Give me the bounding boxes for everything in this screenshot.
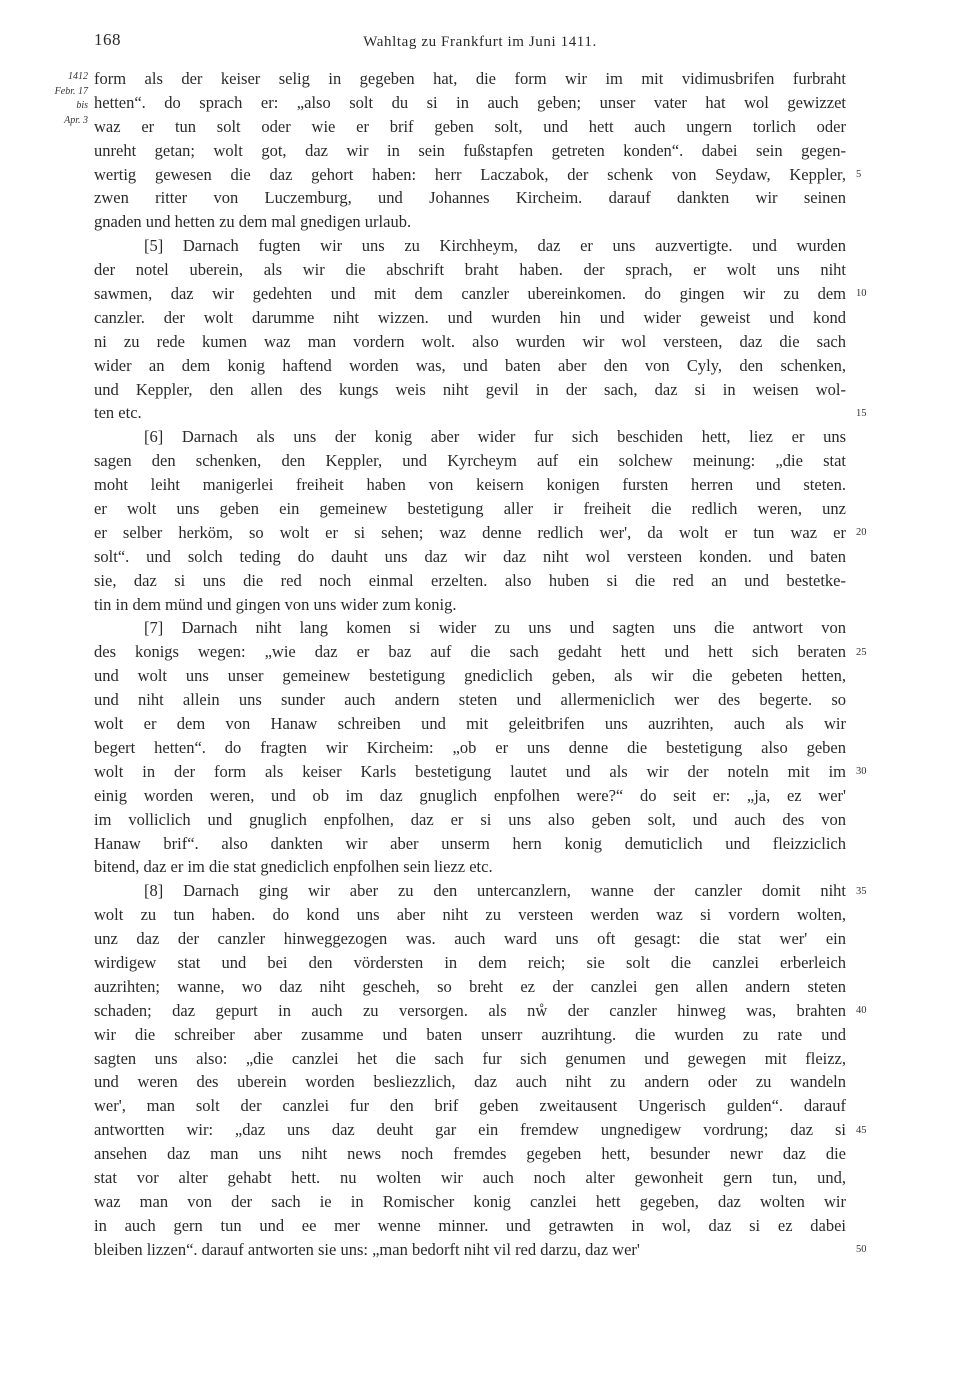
text-line: einig worden weren, und ob im daz gnuglich enpfolhen were?“ do seit er: „ja, ez wer': [94, 785, 846, 805]
line-number: 25: [856, 646, 867, 658]
text-line: tin in dem münd und gingen von uns wider zum konig.: [94, 594, 457, 614]
text-line: des konigs wegen: „wie daz er baz auf die sach gedaht hett und hett sich beraten: [94, 642, 846, 662]
text-line: [8] Darnach ging wir aber zu den untercanzlern, wanne der canzler domit niht: [144, 881, 846, 901]
line-number: 5: [856, 168, 862, 180]
text-line: er wolt uns geben ein gemeinew bestetigung aller ir freiheit die redlich weren, unz: [94, 499, 846, 519]
text-line: wolt in der form als keiser Karls bestetigung lautet und als wir der noteln mit im: [94, 761, 846, 781]
text-line: zwen ritter von Luczemburg, und Johannes Kircheim. darauf dankten wir seinen: [94, 188, 846, 208]
text-line: ten etc.: [94, 403, 142, 423]
line-number: 30: [856, 766, 867, 778]
text-line: begert hetten“. do fragten wir Kircheim: „ob er uns denne die bestetigung also geben: [94, 737, 846, 757]
text-line: gnaden und hetten zu dem mal gnedigen urlaub.: [94, 212, 412, 232]
text-line: form als der keiser selig in gegeben hat, die form wir im mit vidimusbrifen furbraht: [94, 69, 846, 88]
text-line: er selber herköm, so wolt er si sehen; waz denne redlich wer', da wolt er tun waz er: [94, 522, 846, 542]
text-line: in auch gern tun und ee mer wenne minner. und getrawten in wol, daz si ez dabei: [94, 1215, 846, 1235]
text-line: und wolt uns unser gemeinew bestetigung gnediclich geben, als wir die gebeten hetten,: [94, 666, 846, 686]
margin-note-line: bis: [76, 100, 88, 111]
text-line: sagen den schenken, den Keppler, und Kyrcheym auf ein solchew meinung: „die stat: [94, 451, 846, 471]
text-line: wertig gewesen die daz gehort haben: herr Laczabok, der schenk von Seydaw, Keppler,: [94, 164, 846, 184]
text-line: wolt er dem von Hanaw schreiben und mit geleitbrifen uns auzrihten, auch als wir: [94, 714, 846, 734]
text-line: [6] Darnach als uns der konig aber wider fur sich beschiden hett, liez er uns: [144, 427, 846, 447]
text-line: moht leiht manigerlei freiheit haben von keisern konigen fursten herren und steten.: [94, 475, 846, 495]
text-line: waz man von der sach ie in Romischer konig canzlei hett gegeben, daz wolten wir: [94, 1191, 846, 1211]
text-line: ansehen daz man uns niht news noch fremdes gegeben hett, besunder newr daz die: [94, 1144, 846, 1164]
line-number: 15: [856, 407, 867, 419]
text-line: wolt zu tun haben. do kond uns aber niht zu versteen werden waz si vordern wolten,: [94, 905, 846, 925]
text-line: [5] Darnach fugten wir uns zu Kirchheym, daz er uns auzvertigte. und wurden: [144, 236, 846, 256]
margin-date-note: [44, 70, 88, 128]
text-line: antwortten wir: „daz uns daz deuht gar ein fremdew ungnedigew vordrung; daz si: [94, 1120, 846, 1140]
text-line: bitend, daz er im die stat gnediclich enpfolhen sein liezz etc.: [94, 857, 493, 877]
line-number: 10: [856, 288, 867, 300]
body-text: [94, 67, 846, 1262]
text-line: sie, daz si uns die red noch einmal erzelten. also huben si die red an und bestetke-: [94, 570, 846, 590]
page-number: 168: [94, 30, 121, 49]
text-line: sagten uns also: „die canzlei het die sach fur sich genumen und gewegen mit fleizz,: [94, 1048, 846, 1068]
margin-note-line: Apr. 3: [64, 114, 88, 126]
text-line: und weren des uberein worden besliezzlich, daz auch niht zu andern oder zu wandeln: [94, 1072, 846, 1092]
text-line: canzler. der wolt darumme niht wizzen. und wurden hin und wider geweist und kond: [94, 307, 846, 327]
text-line: und niht allein uns sunder auch andern steten und allermeniclich wer des begerte. so: [94, 690, 846, 710]
text-line: hetten“. do sprach er: „also solt du si in auch geben; unser vater hat wol gewizzet: [94, 92, 846, 112]
text-line: [7] Darnach niht lang komen si wider zu uns und sagten uns die antwort von: [144, 618, 846, 638]
line-number: 45: [856, 1124, 867, 1136]
line-number: 20: [856, 527, 867, 539]
margin-note-line: 1412: [68, 71, 88, 82]
text-line: sawmen, daz wir gedehten und mit dem canzler ubereinkomen. do gingen wir zu dem: [94, 284, 846, 304]
text-line: Hanaw brif“. also dankten wir aber unserm hern konig demuticlich und fleizziclich: [94, 833, 846, 853]
text-line: wir die schreiber aber zusamme und baten unserr auzrihtung. die wurden zu rate und: [94, 1024, 846, 1044]
text-line: stat vor alter gehabt hett. nu wolten wir auch noch alter gewonheit gern tun, und,: [94, 1167, 846, 1187]
text-line: ni zu rede kumen waz man vordern wolt. also wurden wir wol versteen, daz die sach: [94, 331, 846, 351]
text-line: schaden; daz gepurt in auch zu versorgen. als nẘ der canzler hinweg was, brahten: [94, 1000, 846, 1020]
text-line: unz daz der canzler hinweggezogen was. auch ward uns oft gesagt: die stat wer' ein: [94, 929, 846, 949]
text-line: der notel uberein, als wir die abschrift braht haben. der sprach, er wolt uns niht: [94, 260, 846, 280]
margin-note-line: Febr. 17: [54, 85, 88, 97]
text-line: wider an dem konig haftend worden was, und baten aber den von Cyly, den schenken,: [94, 355, 846, 375]
text-line: wirdigew stat und bei den vördersten in dem reich; sie solt die canzlei erberleich: [94, 952, 846, 972]
text-line: im volliclich und gnuglich enpfolhen, daz er si uns also geben solt, und auch des von: [94, 809, 846, 829]
text-line: und Keppler, den allen des kungs weis niht gevil in der sach, daz si in weisen wol-: [94, 379, 846, 399]
text-line: bleiben lizzen“. darauf antworten sie uns: „man bedorft niht vil red darzu, daz wer': [94, 1239, 640, 1259]
text-line: wer', man solt der canzlei fur den brif geben zweitausent Ungerisch gulden“. darauf: [94, 1096, 846, 1116]
line-number: 40: [856, 1005, 867, 1017]
text-line: unreht getan; wolt got, daz wir in sein fußstapfen getreten konden“. dabei sein gegen-: [94, 140, 846, 160]
line-number: 50: [856, 1244, 867, 1256]
text-line: auzrihten; wanne, wo daz niht gescheh, so breht ez der canzlei gen allen andern steten: [94, 976, 846, 996]
text-line: waz er tun solt oder wie er brif geben solt, und hett auch ungern torlich oder: [94, 116, 846, 136]
text-line: solt“. und solch teding do dauht uns daz wir daz niht wol versteen konden. und baten: [94, 546, 846, 566]
running-title: Wahltag zu Frankfurt im Juni 1411.: [363, 34, 597, 50]
line-number: 35: [856, 885, 867, 897]
